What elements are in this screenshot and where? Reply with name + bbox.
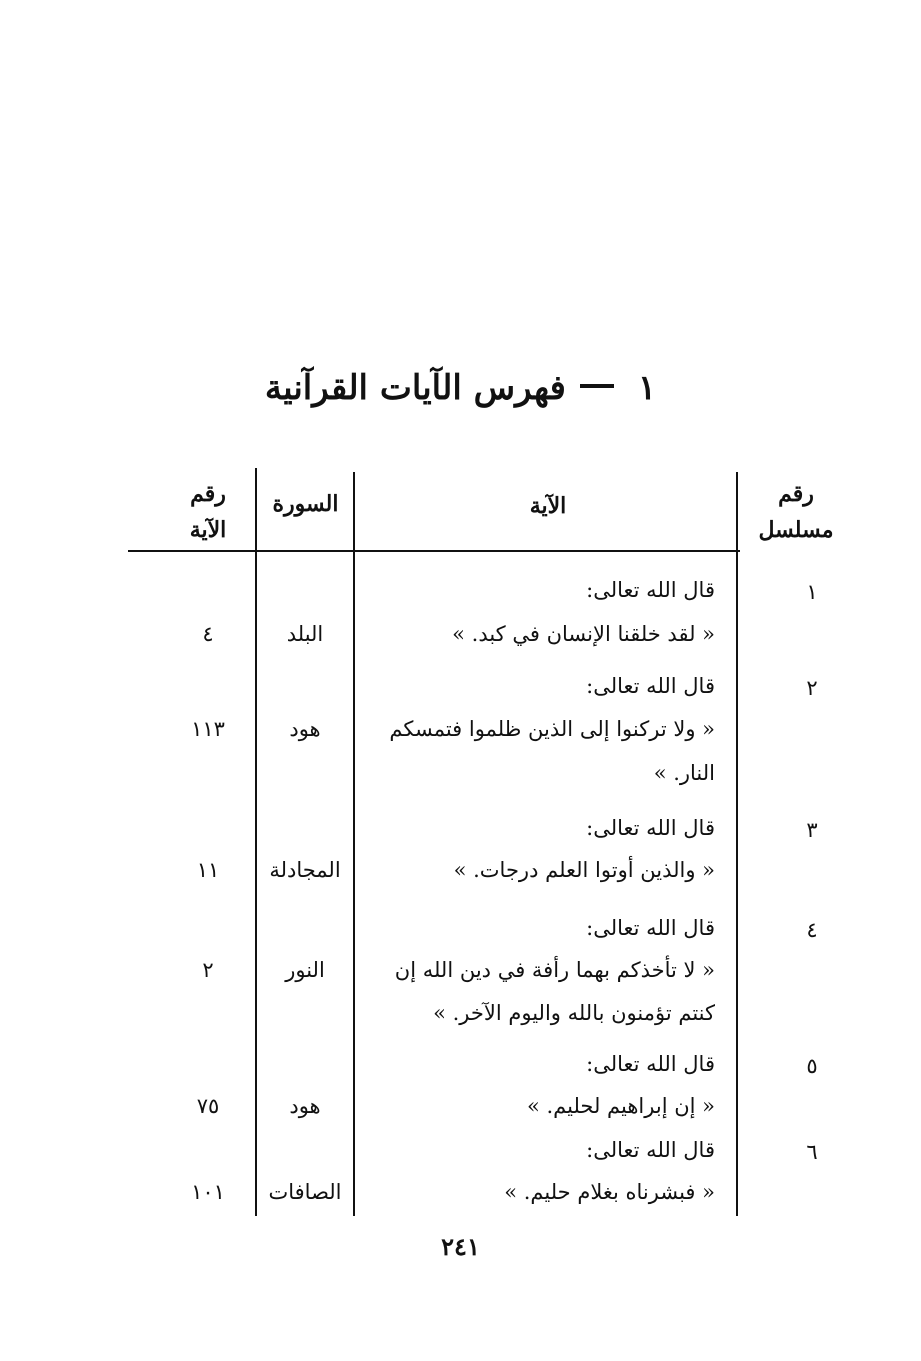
header-verse (168, 476, 248, 548)
row-verse: ١١ (196, 858, 220, 882)
row-ayah-text: النار. » (653, 761, 715, 785)
row-surah: هود (289, 1094, 321, 1118)
header-ayah: الآية (529, 493, 567, 519)
page-title (0, 368, 921, 408)
row-serial: ٥ (806, 1054, 818, 1078)
row-verse: ٢ (202, 958, 214, 982)
header-serial-line1: رقم (778, 481, 814, 507)
row-verse: ١٠١ (191, 1180, 225, 1204)
row-serial: ٢ (806, 676, 818, 700)
header-surah: السورة (272, 491, 339, 517)
row-ayah-text: « لقد خلقنا الإنسان في كبد. » (452, 622, 715, 646)
row-intro: قال الله تعالى: (586, 1052, 715, 1076)
row-ayah-text: « فبشرناه بغلام حليم. » (504, 1180, 715, 1204)
title-text: فهرس الآيات القرآنية (264, 368, 566, 408)
row-verse: ٧٥ (196, 1094, 220, 1118)
row-intro: قال الله تعالى: (586, 674, 715, 698)
row-surah: المجادلة (269, 858, 341, 882)
row-serial: ٦ (806, 1140, 818, 1164)
row-surah: هود (289, 717, 321, 741)
header-underline (128, 550, 740, 552)
row-serial: ٤ (806, 918, 818, 942)
title-number: ١ (637, 368, 657, 408)
page-number: ٢٤١ (441, 1232, 480, 1261)
row-intro: قال الله تعالى: (586, 578, 715, 602)
row-ayah-text: « والذين أوتوا العلم درجات. » (453, 858, 715, 882)
row-intro: قال الله تعالى: (586, 916, 715, 940)
row-verse: ١١٣ (191, 717, 225, 741)
header-serial-line2: مسلسل (758, 517, 834, 543)
row-serial: ١ (806, 580, 818, 604)
row-ayah-text: كنتم تؤمنون بالله واليوم الآخر. » (433, 1001, 715, 1025)
row-surah: البلد (286, 622, 324, 646)
row-serial: ٣ (806, 818, 818, 842)
row-verse: ٤ (202, 622, 214, 646)
row-surah: النور (285, 958, 325, 982)
header-verse-line1: رقم (190, 481, 226, 507)
rule-ayah-column (353, 472, 355, 1216)
row-surah: الصافات (268, 1180, 342, 1204)
rule-surah-column (255, 468, 257, 1216)
rule-serial-column (736, 472, 738, 1216)
row-ayah-text: « إن إبراهيم لحليم. » (526, 1094, 715, 1118)
header-verse-line2: الآية (189, 517, 227, 543)
header-serial (748, 476, 844, 548)
row-ayah-text: « لا تأخذكم بهما رأفة في دين الله إن (394, 958, 715, 982)
row-intro: قال الله تعالى: (586, 816, 715, 840)
row-ayah-text: « ولا تركنوا إلى الذين ظلموا فتمسكم (389, 717, 715, 741)
title-dash (580, 384, 614, 388)
row-intro: قال الله تعالى: (586, 1138, 715, 1162)
